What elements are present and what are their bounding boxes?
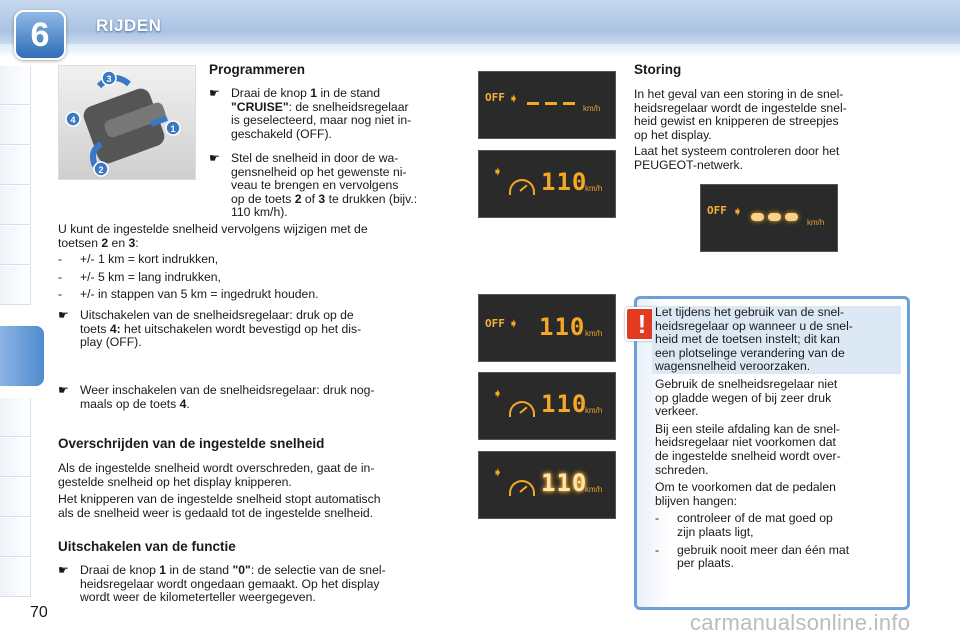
side-tab-3[interactable] xyxy=(0,146,31,185)
bullet-icon: ☛ xyxy=(58,383,69,397)
cruise-icon: ➧ xyxy=(493,388,503,400)
side-tab-6[interactable] xyxy=(0,266,31,305)
side-tab-8[interactable] xyxy=(0,438,31,477)
cruise-icon: ➧ xyxy=(493,166,503,178)
display-off-blinking: OFF ➧ km/h xyxy=(700,184,838,252)
side-tab-active[interactable] xyxy=(0,326,44,386)
display-off-110: OFF ➧ 110 km/h xyxy=(478,294,616,362)
display-110: ➧ 110 km/h xyxy=(478,150,616,218)
callout-1: 1 xyxy=(170,124,176,134)
side-tab-10[interactable] xyxy=(0,518,31,557)
cruise-icon: ➧ xyxy=(509,318,519,330)
overschrijden-text: Als de ingestelde snelheid wordt overschreden, gaat de in- gestelde snelheid op het display knipperen. Het knipperen van de ingestelde snelheid stopt automatisch als de snelheid weer is gedaald tot de ingestelde snelheid. xyxy=(58,461,381,520)
uitschakelen-text: ☛ Draai de knop 1 in de stand "0": de selectie van de snel- heidsregelaar wordt ongedaan gemaakt. Op het display wordt weer de kilometerteller weergegeven. xyxy=(58,563,386,605)
cruise-icon: ➧ xyxy=(509,93,519,105)
chapter-badge: 6 xyxy=(14,10,66,60)
programmeren-bullet-4: ☛ Weer inschakelen van de snelheidsregelaar: druk nog- maals op de toets 4. xyxy=(58,383,375,411)
side-tab-1[interactable] xyxy=(0,66,31,105)
chapter-title: RIJDEN xyxy=(96,16,162,35)
list-item: +/- 5 km = lang indrukken, xyxy=(80,269,221,284)
side-tab-5[interactable] xyxy=(0,226,31,265)
callout-3: 3 xyxy=(106,74,112,84)
watermark: carmanualsonline.info xyxy=(690,610,911,635)
display-off-dashes: OFF ➧ km/h xyxy=(478,71,616,139)
programmeren-paragraph: U kunt de ingestelde snelheid vervolgens wijzigen met de toetsen 2 en 3: xyxy=(58,222,368,250)
bullet-icon: ☛ xyxy=(209,86,220,100)
storing-text: In het geval van een storing in de snel- heidsregelaar wordt de ingestelde snel- heid gewist en knipperen de streepjes op het display. Laat het systeem controleren door het PEUGEOT-netwerk. xyxy=(634,87,847,172)
bullet-icon: ☛ xyxy=(209,151,220,165)
list-item: +/- in stappen van 5 km = ingedrukt houden. xyxy=(80,287,319,302)
bullet-icon: ☛ xyxy=(58,308,69,322)
side-tab-2[interactable] xyxy=(0,106,31,145)
storing-title: Storing xyxy=(634,62,682,77)
uitschakelen-title: Uitschakelen van de functie xyxy=(58,539,236,554)
side-tab-4[interactable] xyxy=(0,186,31,225)
header-shade xyxy=(0,44,960,58)
callout-4: 4 xyxy=(70,115,76,125)
cruise-stalk-illustration xyxy=(58,65,196,180)
cruise-icon: ➧ xyxy=(733,206,743,218)
side-tab-11[interactable] xyxy=(0,558,31,597)
side-tab-9[interactable] xyxy=(0,478,31,517)
callout-2: 2 xyxy=(98,165,104,175)
list-item: +/- 1 km = kort indrukken, xyxy=(80,252,219,266)
programmeren-bullet-3: ☛ Uitschakelen van de snelheidsregelaar: druk op de toets 4: het uitschakelen wordt bevestigd op het dis- play (OFF). xyxy=(58,308,362,350)
display-110-reactivated: ➧ 110 km/h xyxy=(478,372,616,440)
cruise-icon: ➧ xyxy=(493,467,503,479)
adjust-list: - +/- 1 km = kort indrukken, - +/- 5 km = lang indrukken, - +/- in stappen van 5 km = ingedrukt houden. xyxy=(58,252,319,302)
programmeren-bullet-2: ☛ Stel de snelheid in door de wa- gensnelheid op het gewenste ni- veau te brengen en vervolgens op de toets 2 of 3 te drukken (bijv.: 110 km/h). xyxy=(209,151,418,220)
programmeren-bullet-1: ☛ Draai de knop 1 in de stand "CRUISE": de snelheidsregelaar is geselecteerd, maar nog niet in- geschakeld (OFF). xyxy=(209,86,412,141)
side-tab-7[interactable] xyxy=(0,398,31,437)
programmeren-title: Programmeren xyxy=(209,62,306,77)
display-110-blinking: ➧ 110 km/h xyxy=(478,451,616,519)
warning-text: Let tijdens het gebruik van de snel- heidsregelaar op wanneer u de snel- heid met de toetsen instelt; dit kan een plotselinge verandering van de wagensnelheid veroorzaken. Gebruik de snelheidsregelaar niet op gladde wegen of bij zeer druk verkeer. Bij een steile afdaling kan de snel- heidsregelaar niet voorkomen dat de ingestelde snelheid wordt over- schreden. Om te voorkomen dat de pedalen blijven hangen: - controleer of de mat goed op zijn plaats ligt, - gebruik nooit meer dan één mat per plaats. xyxy=(655,306,901,571)
page-number: 70 xyxy=(30,604,48,621)
overschrijden-title: Overschrijden van de ingestelde snelheid xyxy=(58,436,325,451)
bullet-icon: ☛ xyxy=(58,563,69,577)
warning-icon: ! xyxy=(625,307,659,341)
